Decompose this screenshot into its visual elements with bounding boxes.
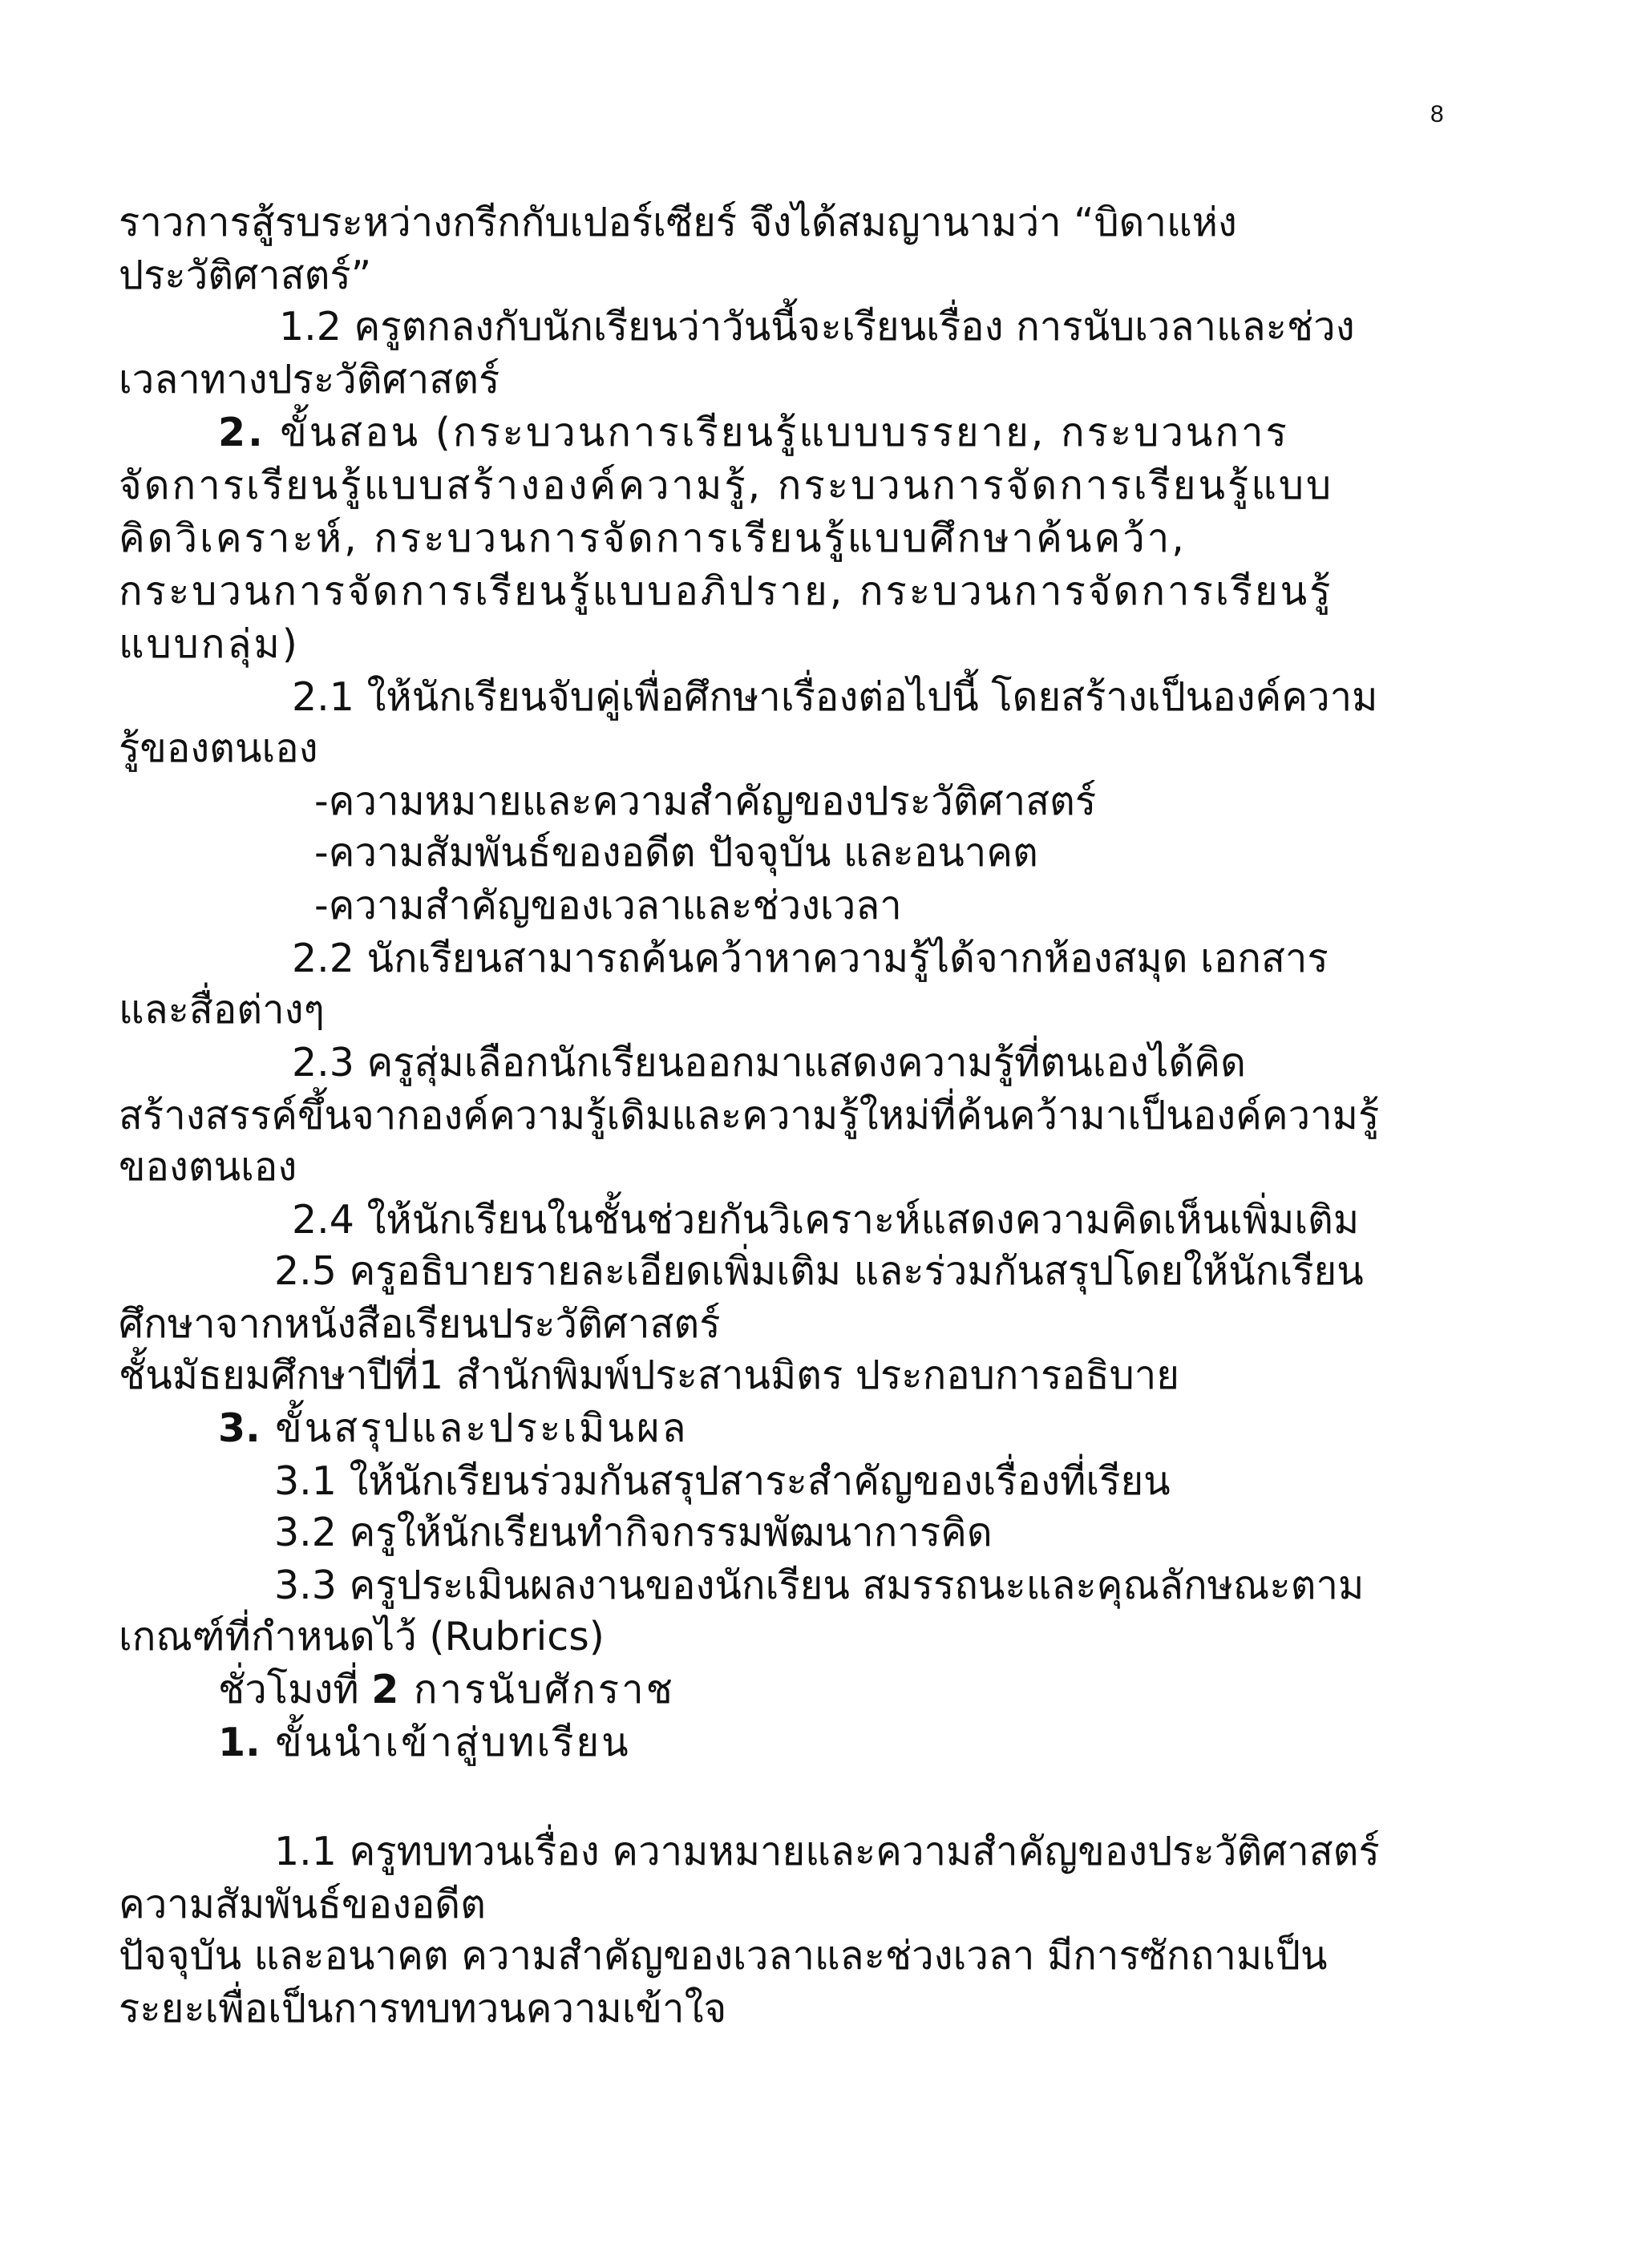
text-line: 3.1 ให้นักเรียนร่วมกันสรุปสาระสำคัญของเรื่องที่เรียน [274, 1458, 1171, 1504]
hour-heading [218, 1666, 675, 1714]
text-line: ประวัติศาสตร์” [119, 253, 372, 298]
text-line: รู้ของตนเอง [119, 726, 318, 771]
text-line: และสื่อต่างๆ [119, 987, 325, 1033]
section-heading-3 [218, 1405, 689, 1453]
bullet-item: -ความหมายและความสำคัญของประวัติศาสตร์ [314, 778, 1097, 824]
text-line: 2.3 ครูสุ่มเลือกนักเรียนออกมาแสดงความรู้ที่ตนเองได้คิด [292, 1040, 1246, 1085]
text-line: 3.2 ครูให้นักเรียนทำกิจกรรมพัฒนาการคิด [274, 1510, 993, 1555]
section-title: ขั้นนำเข้าสู่บทเรียน [260, 1720, 631, 1765]
text-line: ของตนเอง [119, 1144, 297, 1190]
text-line: 2.4 ให้นักเรียนในชั้นช่วยกันวิเคราะห์แสดงความคิดเห็นเพิ่มเติม [292, 1197, 1360, 1243]
text-line: ชั้นมัธยมศึกษาปีที่1 สำนักพิมพ์ประสานมิตร ประกอบการอธิบาย [119, 1352, 1179, 1398]
bullet-item: -ความสัมพันธ์ของอดีต ปัจจุบัน และอนาคต [314, 830, 1038, 875]
text-line: ราวการสู้รบระหว่างกรีกกับเปอร์เซียร์ จึงได้สมญานามว่า “บิดาแห่ง [119, 200, 1237, 245]
hour-label: ชั่วโมงที่ [218, 1667, 372, 1712]
section-heading-1 [218, 1719, 631, 1767]
text-line: ระยะเพื่อเป็นการทบทวนความเข้าใจ [119, 1986, 727, 2031]
text-line: เวลาทางประวัติศาสตร์ [119, 357, 500, 402]
section-number: 3. [218, 1405, 261, 1451]
text-line: 2.1 ให้นักเรียนจับคู่เพื่อศึกษาเรื่องต่อไปนี้ โดยสร้างเป็นองค์ความ [292, 674, 1378, 720]
section-title: ขั้นสรุปและประเมินผล [260, 1405, 689, 1451]
text-line: เกณฑ์ที่กำหนดไว้ (Rubrics) [119, 1614, 605, 1660]
section-number: 2. [218, 410, 265, 455]
section-heading-2 [218, 409, 1289, 457]
text-line: ศึกษาจากหนังสือเรียนประวัติศาสตร์ [119, 1301, 721, 1347]
section-number: 1. [218, 1720, 261, 1765]
text-line: คิดวิเคราะห์, กระบวนการจัดการเรียนรู้แบบศึกษาค้นคว้า, [119, 515, 1187, 561]
text-line: ปัจจุบัน และอนาคต ความสำคัญของเวลาและช่วงเวลา มีการซักถามเป็น [119, 1933, 1328, 1979]
section-title: ขั้นสอน (กระบวนการเรียนรู้แบบบรรยาย, กระบวนการ [265, 410, 1289, 455]
text-line: 3.3 ครูประเมินผลงานของนักเรียน สมรรถนะและคุณลักษณะตาม [274, 1563, 1365, 1608]
text-line: จัดการเรียนรู้แบบสร้างองค์ความรู้, กระบวนการจัดการเรียนรู้แบบ [119, 463, 1334, 508]
text-line: สร้างสรรค์ขึ้นจากองค์ความรู้เดิมและความรู้ใหม่ที่ค้นคว้ามาเป็นองค์ความรู้ [119, 1093, 1380, 1138]
text-line: 1.1 ครูทบทวนเรื่อง ความหมายและความสำคัญของประวัติศาสตร์ [274, 1829, 1380, 1874]
text-line: แบบกลุ่ม) [119, 621, 300, 667]
hour-title: การนับศักราช [398, 1667, 675, 1712]
bullet-item: -ความสำคัญของเวลาและช่วงเวลา [314, 883, 902, 928]
text-line: 2.2 นักเรียนสามารถค้นคว้าหาความรู้ได้จากห้องสมุด เอกสาร [292, 936, 1329, 981]
text-line: ความสัมพันธ์ของอดีต [119, 1882, 486, 1927]
text-line: 2.5 ครูอธิบายรายละเอียดเพิ่มเติม และร่วมกันสรุปโดยให้นักเรียน [274, 1248, 1364, 1294]
page-number: 8 [1430, 101, 1444, 127]
hour-number: 2 [371, 1667, 399, 1712]
text-line: 1.2 ครูตกลงกับนักเรียนว่าวันนี้จะเรียนเรื่อง การนับเวลาและช่วง [279, 304, 1355, 350]
text-line: กระบวนการจัดการเรียนรู้แบบอภิปราย, กระบวนการจัดการเรียนรู้ [119, 568, 1333, 614]
